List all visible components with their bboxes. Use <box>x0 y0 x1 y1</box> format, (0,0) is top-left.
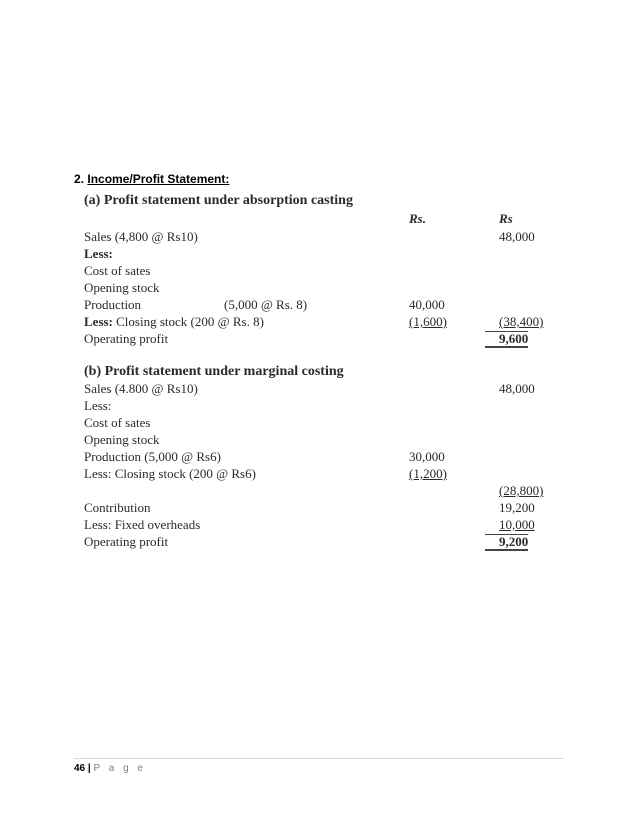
row-label <box>84 432 159 448</box>
statement-row <box>84 263 564 280</box>
row-label <box>84 246 113 262</box>
row-amount-col1: (1,600) <box>409 314 447 329</box>
row-label-text: Closing stock (200 @ Rs. 8) <box>112 314 264 329</box>
absorption-title: (a) Profit statement under absorption casting <box>84 193 353 208</box>
row-label <box>84 314 264 330</box>
col1-header: Rs. <box>409 211 426 226</box>
row-label <box>84 466 256 482</box>
row-label-text: Contribution <box>84 500 151 515</box>
statement-row <box>84 466 564 483</box>
statement-row <box>84 246 564 263</box>
section-heading <box>74 172 229 186</box>
row-label <box>84 229 198 245</box>
row-amount-col1: 40,000 <box>409 297 445 312</box>
statement-row <box>84 331 564 348</box>
row-label <box>84 500 150 516</box>
statement-row <box>84 297 564 314</box>
row-label <box>84 449 221 465</box>
row-label-text: Operating profit <box>84 331 169 346</box>
statement-row <box>84 415 564 432</box>
row-label <box>84 534 168 550</box>
row-label-text: Operating profit <box>84 534 169 549</box>
heading-text: Income/Profit Statement: <box>87 172 230 186</box>
page-number: 46 <box>74 763 86 774</box>
row-amount-col2: (38,400) <box>499 314 544 329</box>
page-label: P a g e <box>93 763 147 774</box>
row-label-text: Opening stock <box>84 432 160 447</box>
footer-divider <box>74 758 564 759</box>
row-label <box>84 297 141 313</box>
row-label-text: Less: <box>84 398 112 413</box>
row-label-text: Sales (4,800 @ Rs10) <box>84 229 198 244</box>
row-label <box>84 517 200 533</box>
footer-separator: | <box>87 763 91 774</box>
statement-row <box>84 500 564 517</box>
col2-header: Rs <box>499 211 513 226</box>
row-amount-col2: 48,000 <box>499 229 535 244</box>
row-detail: (5,000 @ Rs. 8) <box>224 297 308 312</box>
statement-row <box>84 229 564 246</box>
marginal-title: (b) Profit statement under marginal costing <box>84 364 344 379</box>
row-label-text: Production (5,000 @ Rs6) <box>84 449 221 464</box>
row-label <box>84 263 150 279</box>
row-label-text: Less: <box>84 246 113 261</box>
row-amount-col2: 48,000 <box>499 381 535 396</box>
statement-row <box>84 398 564 415</box>
row-amount-col2: 9,600 <box>485 331 528 348</box>
row-label <box>84 415 150 431</box>
row-label-text: Opening stock <box>84 280 160 295</box>
statement-row <box>84 534 564 551</box>
statement-row <box>84 517 564 534</box>
row-label <box>84 398 111 414</box>
row-label <box>84 331 168 347</box>
statement-row <box>84 381 564 398</box>
row-label <box>84 381 198 397</box>
absorption-title-row <box>84 193 564 210</box>
statement-row <box>84 432 564 449</box>
row-label-text: Cost of sates <box>84 415 151 430</box>
column-header-row <box>84 211 564 228</box>
row-amount-col2: 10,000 <box>499 517 535 532</box>
statement-row <box>84 280 564 297</box>
heading-number: 2. <box>74 172 85 186</box>
row-amount-col1: (1,200) <box>409 466 447 481</box>
marginal-title-row <box>84 364 564 381</box>
statement-row <box>84 314 564 331</box>
statement-row <box>84 483 564 500</box>
row-label <box>84 280 159 296</box>
row-label-text: Production <box>84 297 142 312</box>
row-label-text: Less: Fixed overheads <box>84 517 201 532</box>
row-label-text: Less: Closing stock (200 @ Rs6) <box>84 466 256 481</box>
row-amount-col2: 9,200 <box>485 534 528 551</box>
row-amount-col1: 30,000 <box>409 449 445 464</box>
page-footer <box>74 763 146 774</box>
row-label-text: Sales (4.800 @ Rs10) <box>84 381 198 396</box>
row-amount-col2: 19,200 <box>499 500 535 515</box>
row-label-text: Cost of sates <box>84 263 151 278</box>
row-label-bold: Less: <box>84 314 113 329</box>
statement-row <box>84 449 564 466</box>
row-amount-col2: (28,800) <box>499 483 544 498</box>
